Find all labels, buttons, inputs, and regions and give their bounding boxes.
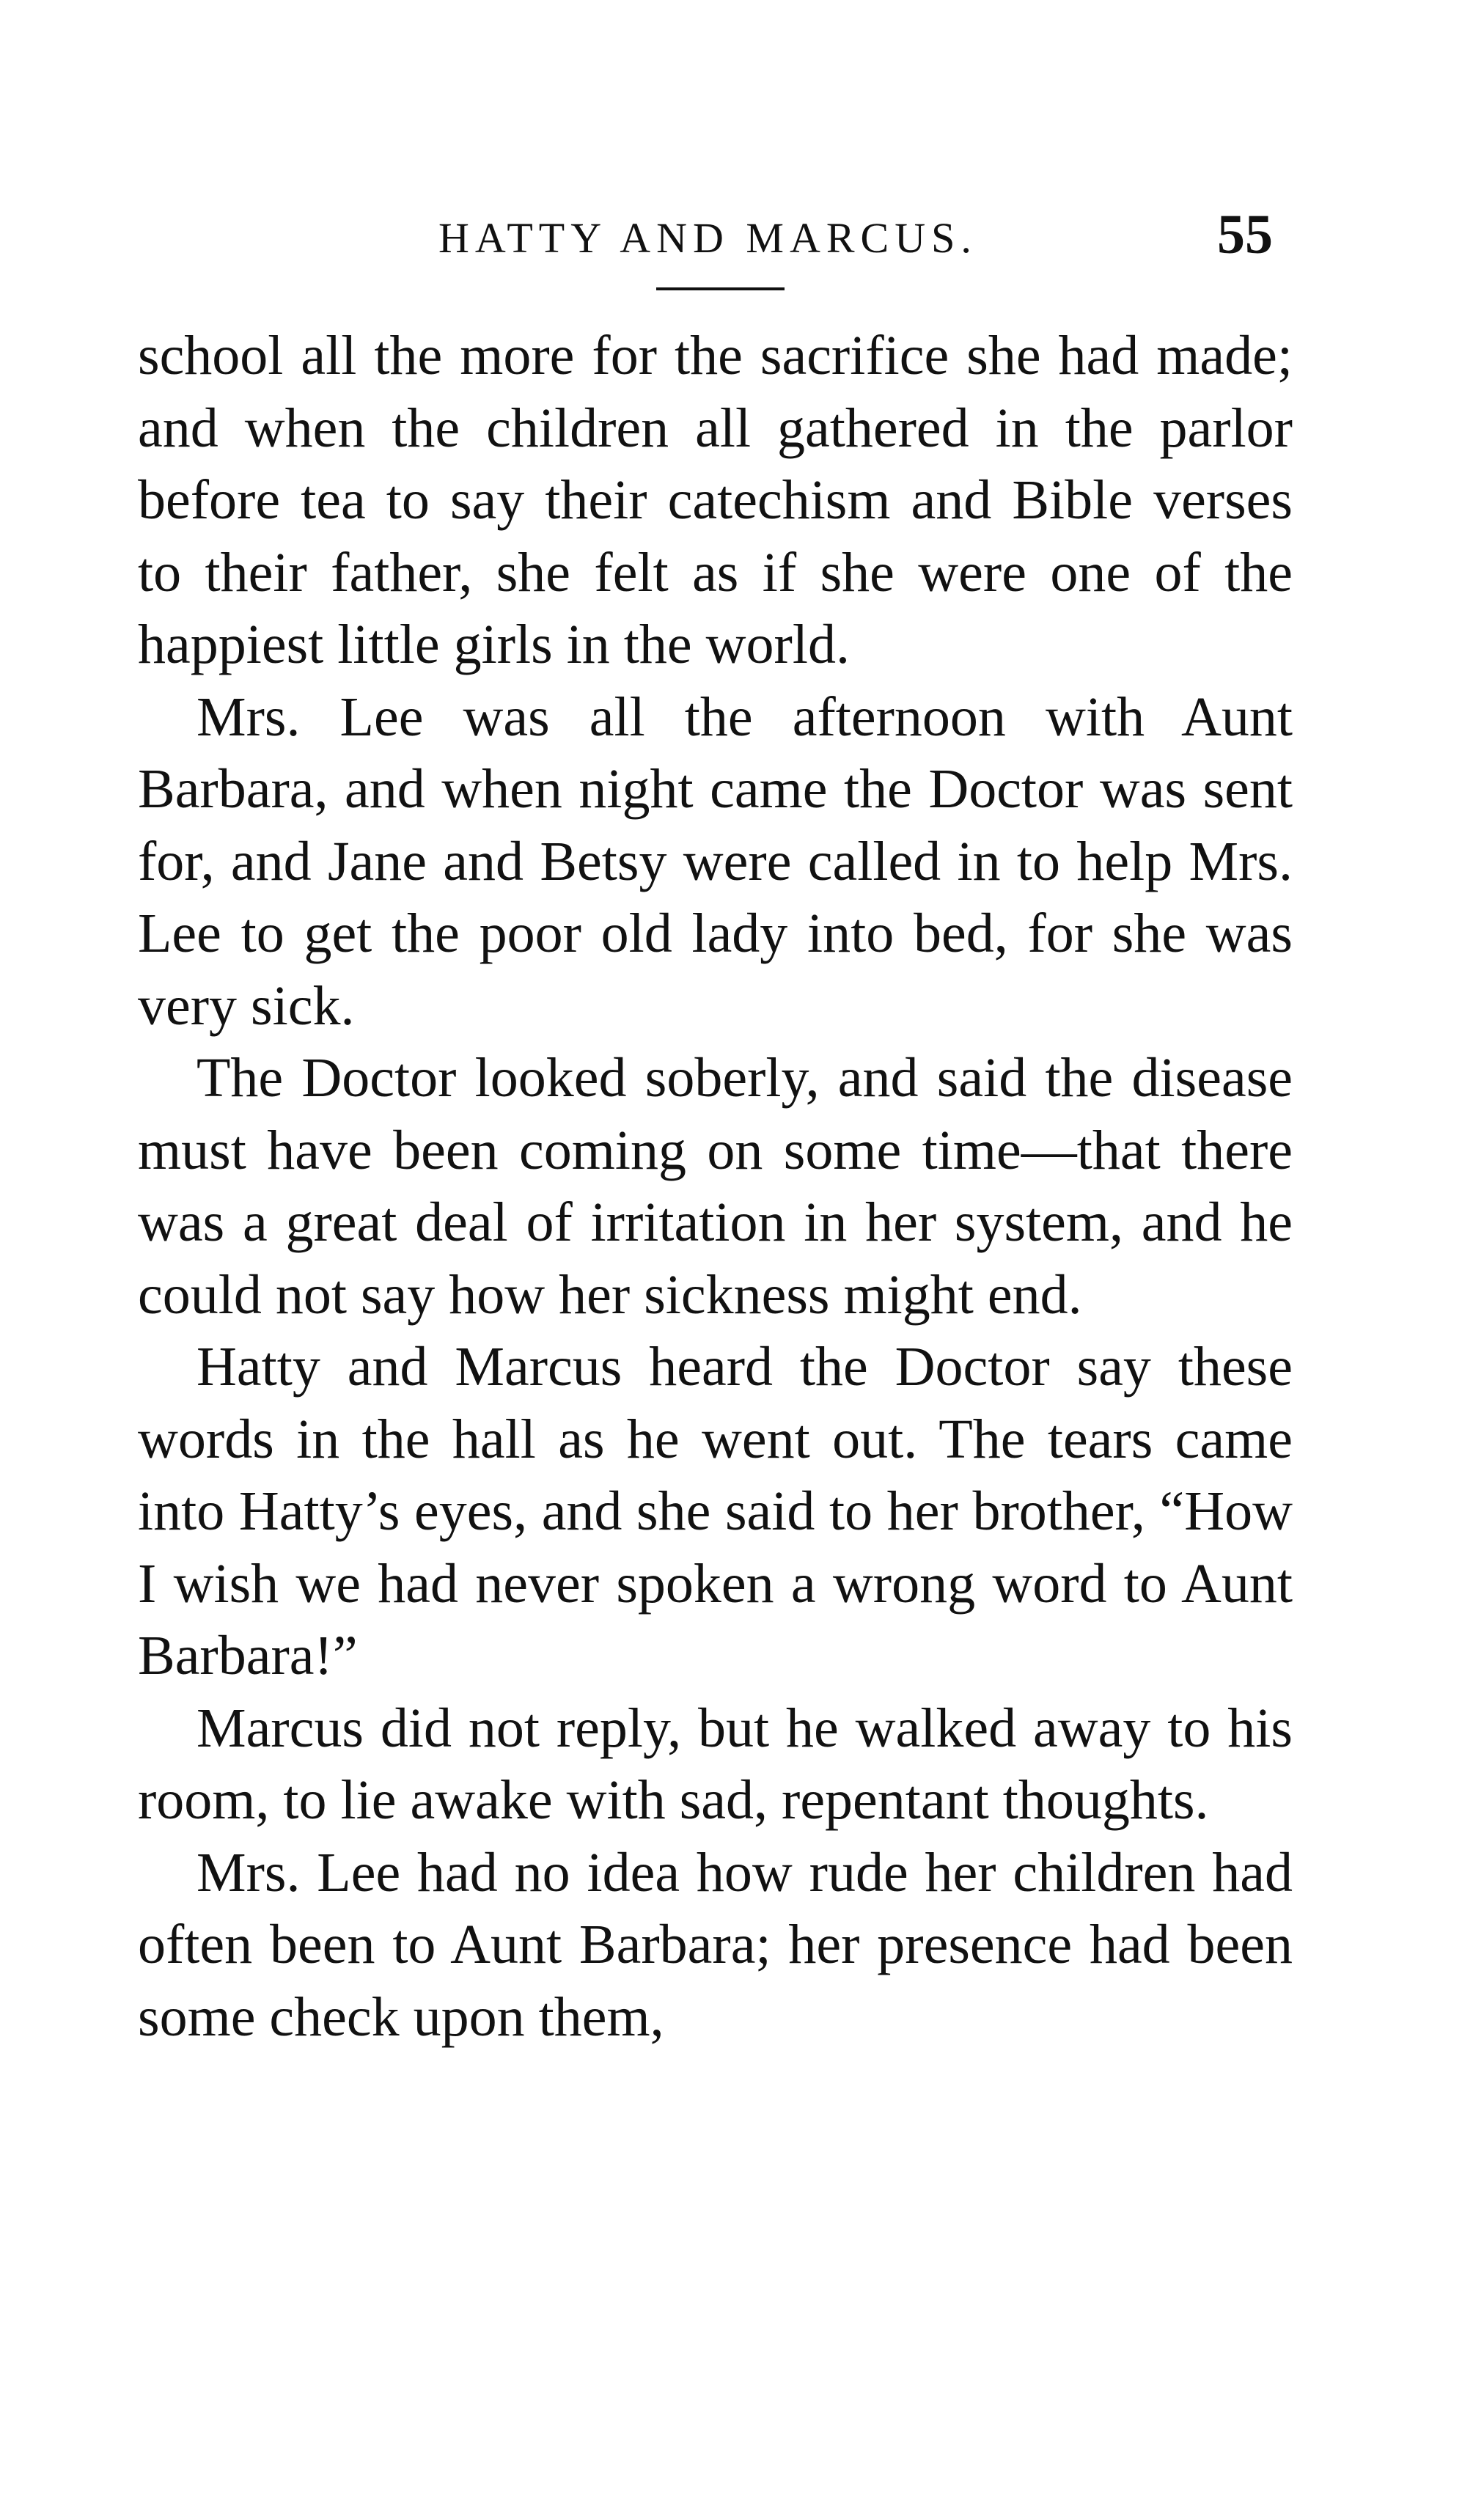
paragraph: school all the more for the sacrifice she had made; and when the children all gathered in the parlor before tea to say their catechism and Bible verses to their father, she felt as if she were one of the happiest little girls in the world. <box>138 325 1293 675</box>
paragraph: Marcus did not reply, but he walked away to his room, to lie awake with sad, repentant thoughts. <box>138 1697 1293 1831</box>
paragraph: The Doctor looked soberly, and said the disease must have been coming on some time—that there was a great deal of irritation in her system, and he could not say how her sickness might end. <box>138 1047 1293 1326</box>
paragraph: Hatty and Marcus heard the Doctor say these words in the hall as he went out. The tears came into Hatty’s eyes, and she said to her brother, “How I wish we had never spoken a wrong word to Aunt Barbara!” <box>138 1336 1293 1686</box>
body-text <box>138 320 1293 2053</box>
paragraph: Mrs. Lee had no idea how rude her children had often been to Aunt Barbara; her presence had been some check upon them, <box>138 1841 1293 2048</box>
header-rule <box>656 287 785 290</box>
running-title: HATTY AND MARCUS. <box>438 214 977 262</box>
page-number: 55 <box>1217 204 1273 265</box>
page-header <box>0 198 1484 279</box>
paragraph: Mrs. Lee was all the afternoon with Aunt Barbara, and when night came the Doctor was sent for, and Jane and Betsy were called in to help Mrs. Lee to get the poor old lady into bed, for she was very sick. <box>138 686 1293 1037</box>
